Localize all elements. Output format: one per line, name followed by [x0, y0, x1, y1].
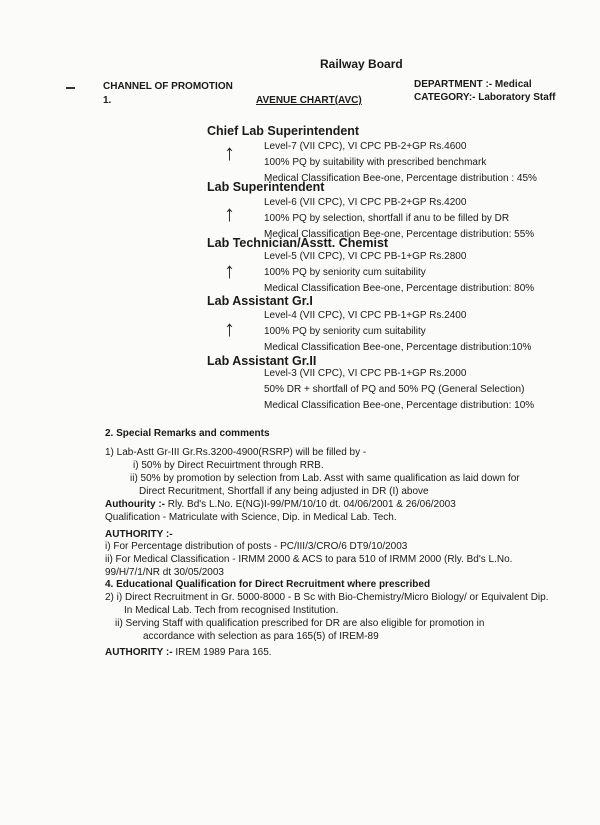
special-remarks-heading: 2. Special Remarks and comments: [105, 428, 270, 439]
margin-mark: [66, 87, 75, 89]
post-title-lab-assistant-gr1: Lab Assistant Gr.I: [207, 294, 313, 308]
post-details: [264, 366, 534, 414]
education-line: 2) i) Direct Recruitment in Gr. 5000-8000 - B Sc with Bio-Chemistry/Micro Biology/ or Equivalent Dip.: [105, 592, 549, 603]
up-arrow-icon: ↑: [224, 140, 235, 165]
authority-item: ii) For Medical Classification - IRMM 2000 & ACS to para 510 of IRMM 2000 (Rly. Bd's L.No.: [105, 554, 513, 565]
remark-line: i) 50% by Direct Recuirtment through RRB.: [133, 460, 324, 471]
avenue-chart-label: AVENUE CHART(AVC): [256, 95, 362, 106]
detail-line: Medical Classification Bee-one, Percentage distribution: 80%: [264, 283, 535, 294]
post-title-lab-technician: Lab Technician/Asstt. Chemist: [207, 236, 389, 250]
authority-heading: AUTHORITY :-: [105, 529, 173, 540]
detail-line: Level-6 (VII CPC), VI CPC PB-2+GP Rs.4200: [264, 197, 467, 208]
page-title: Railway Board: [320, 57, 403, 71]
authority-text: Rly. Bd's L.No. E(NG)I-99/PM/10/10 dt. 04/06/2001 & 26/06/2003: [165, 499, 456, 510]
authority-item-cont: 99/H/7/1/NR dt 30/05/2003: [105, 567, 224, 578]
detail-line: Medical Classification Bee-one, Percentage distribution: 10%: [264, 400, 535, 411]
remark-line: 1) Lab-Astt Gr-III Gr.Rs.3200-4900(RSRP) will be filled by -: [105, 447, 367, 458]
channel-label: CHANNEL OF PROMOTION: [103, 81, 233, 92]
detail-line: Medical Classification Bee-one, Percentage distribution: 55%: [264, 229, 535, 240]
detail-line: Level-4 (VII CPC), VI CPC PB-1+GP Rs.2400: [264, 310, 467, 321]
remark-line: ii) 50% by promotion by selection from Lab. Asst with same qualification as laid down for: [130, 473, 520, 484]
authority-item: i) For Percentage distribution of posts - PC/III/3/CRO/6 DT9/10/2003: [105, 541, 408, 552]
post-title-lab-superintendent: Lab Superintendent: [207, 180, 325, 194]
education-heading: 4. Educational Qualification for Direct Recruitment where prescribed: [105, 579, 431, 590]
detail-line: Medical Classification Bee-one, Percentage distribution : 45%: [264, 173, 537, 184]
detail-line: Level-5 (VII CPC), VI CPC PB-1+GP Rs.2800: [264, 251, 467, 262]
remark-line: Direct Recuritment, Shortfall if any being adjusted in DR (I) above: [139, 486, 429, 497]
detail-line: Level-3 (VII CPC), VI CPC PB-1+GP Rs.2000: [264, 368, 467, 379]
category-label: CATEGORY:- Laboratory Staff: [414, 92, 556, 103]
section-number: 1.: [103, 95, 112, 106]
authority-label: AUTHORITY :-: [105, 647, 173, 658]
detail-line: Level-7 (VII CPC), VI CPC PB-2+GP Rs.4600: [264, 141, 467, 152]
post-title-lab-assistant-gr2: Lab Assistant Gr.II: [207, 354, 317, 368]
up-arrow-icon: ↑: [224, 316, 235, 341]
education-authority: [105, 647, 272, 658]
post-title-chief-lab-superintendent: Chief Lab Superintendent: [207, 124, 360, 138]
qualification-line: Qualification - Matriculate with Science, Dip. in Medical Lab. Tech.: [105, 512, 397, 523]
detail-line: Medical Classification Bee-one, Percentage distribution:10%: [264, 342, 532, 353]
post-details: [264, 249, 534, 297]
detail-line: 100% PQ by selection, shortfall if anu to be filled by DR: [264, 213, 510, 224]
authority-text: IREM 1989 Para 165.: [172, 647, 272, 658]
up-arrow-icon: ↑: [224, 201, 235, 226]
detail-line: 50% DR + shortfall of PQ and 50% PQ (General Selection): [264, 384, 525, 395]
education-line: accordance with selection as para 165(5) of IREM-89: [143, 631, 379, 642]
up-arrow-icon: ↑: [224, 258, 235, 283]
post-details: [264, 308, 531, 356]
education-line: In Medical Lab. Tech from recognised Institution.: [124, 605, 339, 616]
education-line: ii) Serving Staff with qualification prescribed for DR are also eligible for promotion in: [115, 618, 485, 629]
authority-line: [105, 499, 456, 510]
authority-label: Authourity :-: [105, 499, 165, 510]
detail-line: 100% PQ by suitability with prescribed benchmark: [264, 157, 487, 168]
detail-line: 100% PQ by seniority cum suitability: [264, 267, 426, 278]
department-label: DEPARTMENT :- Medical: [414, 79, 532, 90]
detail-line: 100% PQ by seniority cum suitability: [264, 326, 426, 337]
